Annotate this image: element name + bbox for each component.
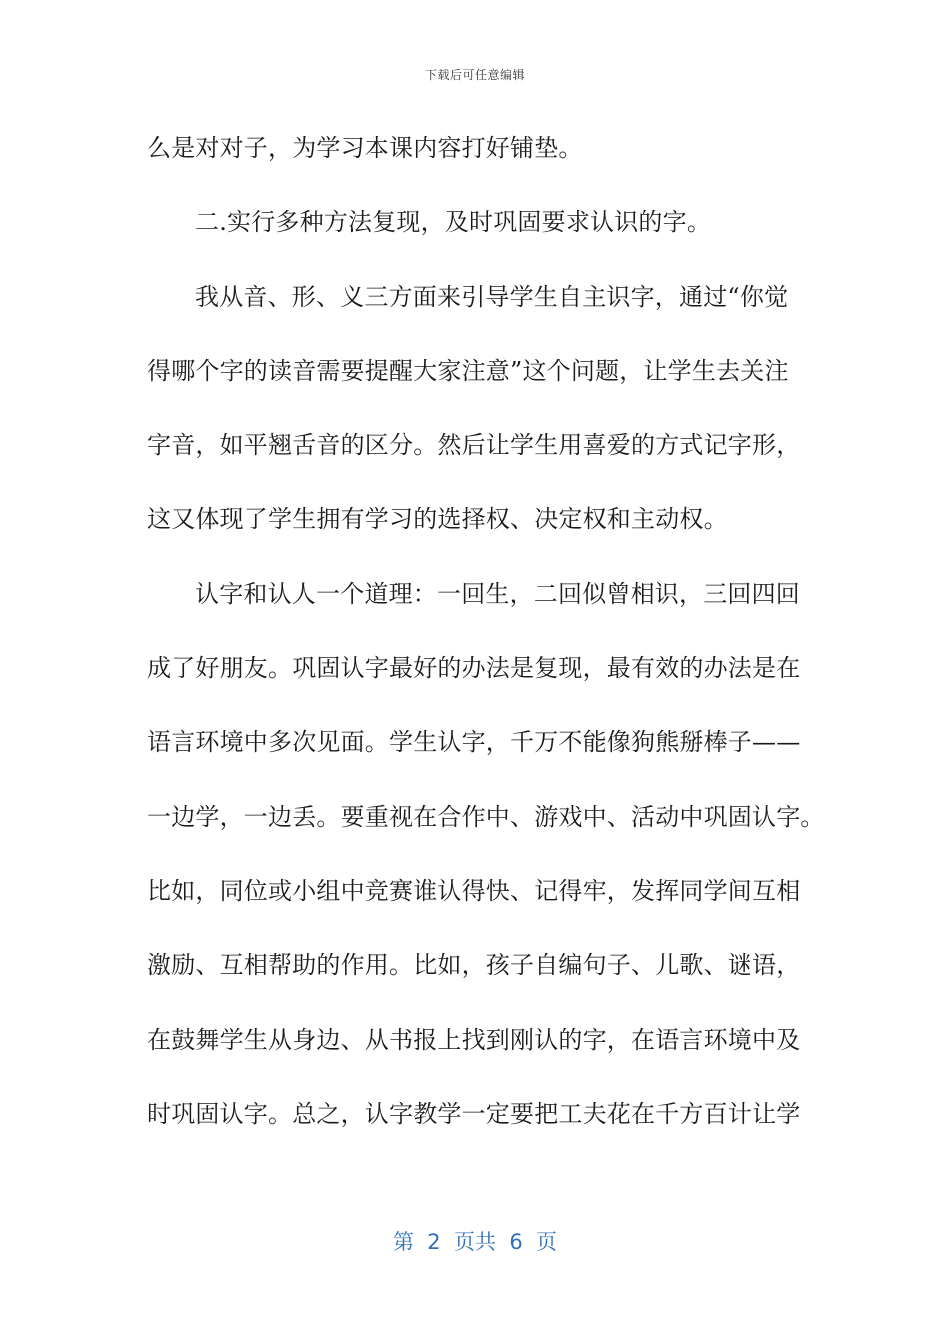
text-line-12: 激励、互相帮助的作用。比如，孩子自编句子、儿歌、谜语，: [147, 951, 801, 979]
text-line-13: 在鼓舞学生从身边、从书报上找到刚认的字，在语言环境中及: [147, 1026, 801, 1054]
text-line-3: 我从音、形、义三方面来引导学生自主识字，通过“你觉: [195, 283, 789, 311]
header-note: 下载后可任意编辑: [424, 68, 525, 82]
text-line-8: 成了好朋友。巩固认字最好的办法是复现，最有效的办法是在: [147, 654, 801, 682]
text-line-6: 这又体现了学生拥有学习的选择权、决定权和主动权。: [147, 505, 728, 533]
text-line-9: 语言环境中多次见面。学生认字，千万不能像狗熊掰棒子——: [147, 728, 801, 756]
text-line-1: 么是对对子，为学习本课内容打好铺垫。: [147, 134, 583, 162]
text-line-2: 二.实行多种方法复现，及时巩固要求认识的字。: [195, 208, 712, 236]
page-number: 第 2 页共 6 页: [392, 1230, 558, 1254]
text-line-4: 得哪个字的读音需要提醒大家注意”这个问题，让学生去关注: [147, 357, 789, 385]
text-line-11: 比如，同位或小组中竞赛谁认得快、记得牢，发挥同学间互相: [147, 877, 801, 905]
text-line-7: 认字和认人一个道理：一回生，二回似曾相识，三回四回: [195, 580, 800, 608]
text-line-5: 字音，如平翘舌音的区分。然后让学生用喜爱的方式记字形，: [147, 431, 801, 459]
text-line-14: 时巩固认字。总之，认字教学一定要把工夫花在千方百计让学: [147, 1100, 801, 1128]
text-line-10: 一边学，一边丢。要重视在合作中、游戏中、活动中巩固认字。: [147, 803, 825, 831]
